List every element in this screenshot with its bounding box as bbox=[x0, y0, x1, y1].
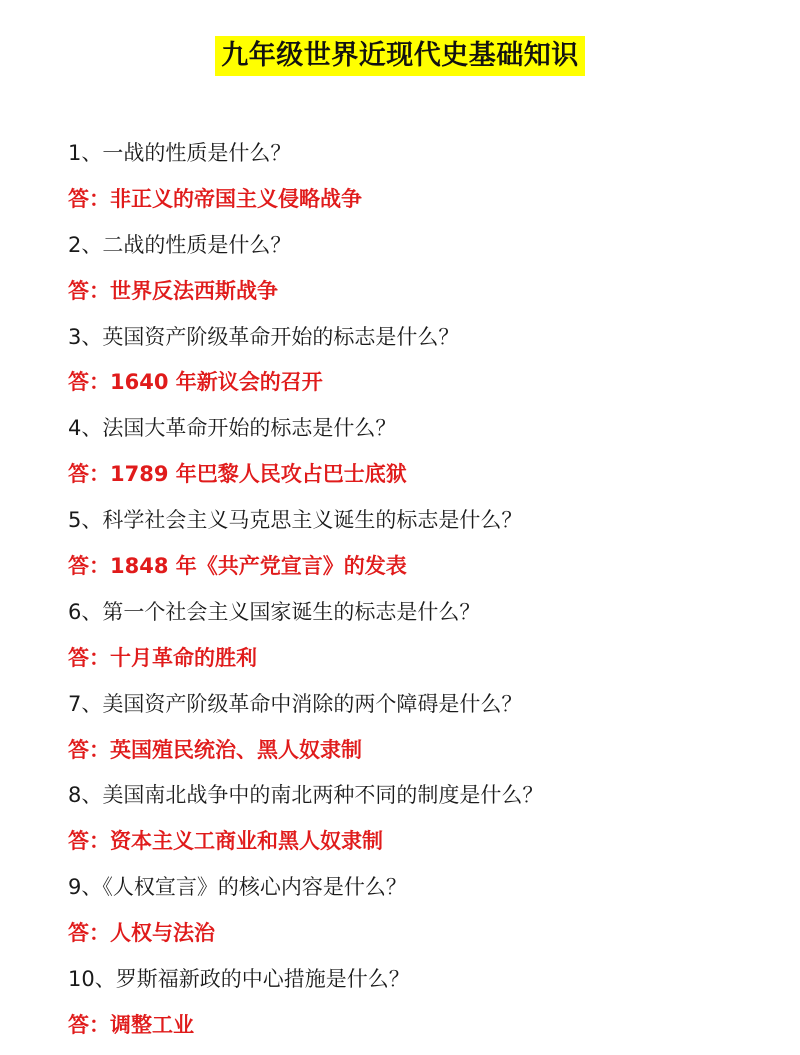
question-text: 3、英国资产阶级革命开始的标志是什么？ bbox=[68, 324, 460, 349]
qa-item bbox=[68, 406, 768, 498]
answer-text: 资本主义工商业和黑人奴隶制 bbox=[110, 829, 383, 854]
question-text: 1、一战的性质是什么？ bbox=[68, 141, 292, 165]
answer-prefix: 答： bbox=[68, 829, 110, 854]
answer-prefix: 答： bbox=[68, 737, 110, 762]
answer-text: 非正义的帝国主义侵略战争 bbox=[110, 186, 362, 211]
answer-prefix: 答： bbox=[68, 1012, 110, 1037]
answer-line bbox=[68, 728, 768, 774]
answer-prefix: 答： bbox=[68, 186, 110, 211]
qa-item bbox=[68, 957, 768, 1049]
answer-line bbox=[68, 177, 768, 223]
answer-prefix: 答： bbox=[68, 462, 110, 487]
answer-text: 世界反法西斯战争 bbox=[110, 278, 278, 303]
question-text: 6、第一个社会主义国家诞生的标志是什么？ bbox=[68, 599, 481, 624]
qa-item bbox=[68, 865, 768, 957]
answer-text: 1640 年新议会的召开 bbox=[110, 370, 323, 395]
answer-text: 1789 年巴黎人民攻占巴士底狱 bbox=[110, 462, 407, 487]
answer-line bbox=[68, 269, 768, 315]
question-text: 7、美国资产阶级革命中消除的两个障碍是什么？ bbox=[68, 691, 523, 716]
answer-line bbox=[68, 636, 768, 682]
answer-text: 十月革命的胜利 bbox=[110, 645, 257, 670]
answer-prefix: 答： bbox=[68, 278, 110, 303]
answer-line bbox=[68, 911, 768, 957]
question-text: 5、科学社会主义马克思主义诞生的标志是什么？ bbox=[68, 508, 523, 533]
answer-text: 1848 年《共产党宣言》的发表 bbox=[110, 554, 407, 579]
answer-prefix: 答： bbox=[68, 554, 110, 579]
question-text: 2、二战的性质是什么？ bbox=[68, 232, 292, 257]
answer-line bbox=[68, 1003, 768, 1049]
answer-line bbox=[68, 360, 768, 406]
answer-line bbox=[68, 819, 768, 865]
answer-text: 调整工业 bbox=[110, 1012, 194, 1037]
qa-item bbox=[68, 773, 768, 865]
question-text: 9、《人权宣言》的核心内容是什么？ bbox=[68, 875, 407, 900]
answer-line bbox=[68, 452, 768, 498]
qa-item bbox=[68, 498, 768, 590]
answer-prefix: 答： bbox=[68, 921, 110, 946]
qa-list bbox=[68, 131, 768, 1049]
answer-line bbox=[68, 544, 768, 590]
question-text: 4、法国大革命开始的标志是什么？ bbox=[68, 416, 397, 441]
title-container bbox=[0, 36, 800, 76]
answer-text: 英国殖民统治、黑人奴隶制 bbox=[110, 737, 362, 762]
answer-text: 人权与法治 bbox=[110, 921, 215, 946]
qa-item bbox=[68, 682, 768, 774]
answer-prefix: 答： bbox=[68, 645, 110, 670]
page-title: 九年级世界近现代史基础知识 bbox=[215, 36, 585, 76]
qa-item bbox=[68, 315, 768, 407]
qa-item bbox=[68, 590, 768, 682]
question-text: 10、罗斯福新政的中心措施是什么？ bbox=[68, 967, 410, 992]
answer-prefix: 答： bbox=[68, 370, 110, 395]
question-text: 8、美国南北战争中的南北两种不同的制度是什么？ bbox=[68, 783, 544, 808]
qa-item bbox=[68, 223, 768, 315]
qa-item bbox=[68, 131, 768, 223]
